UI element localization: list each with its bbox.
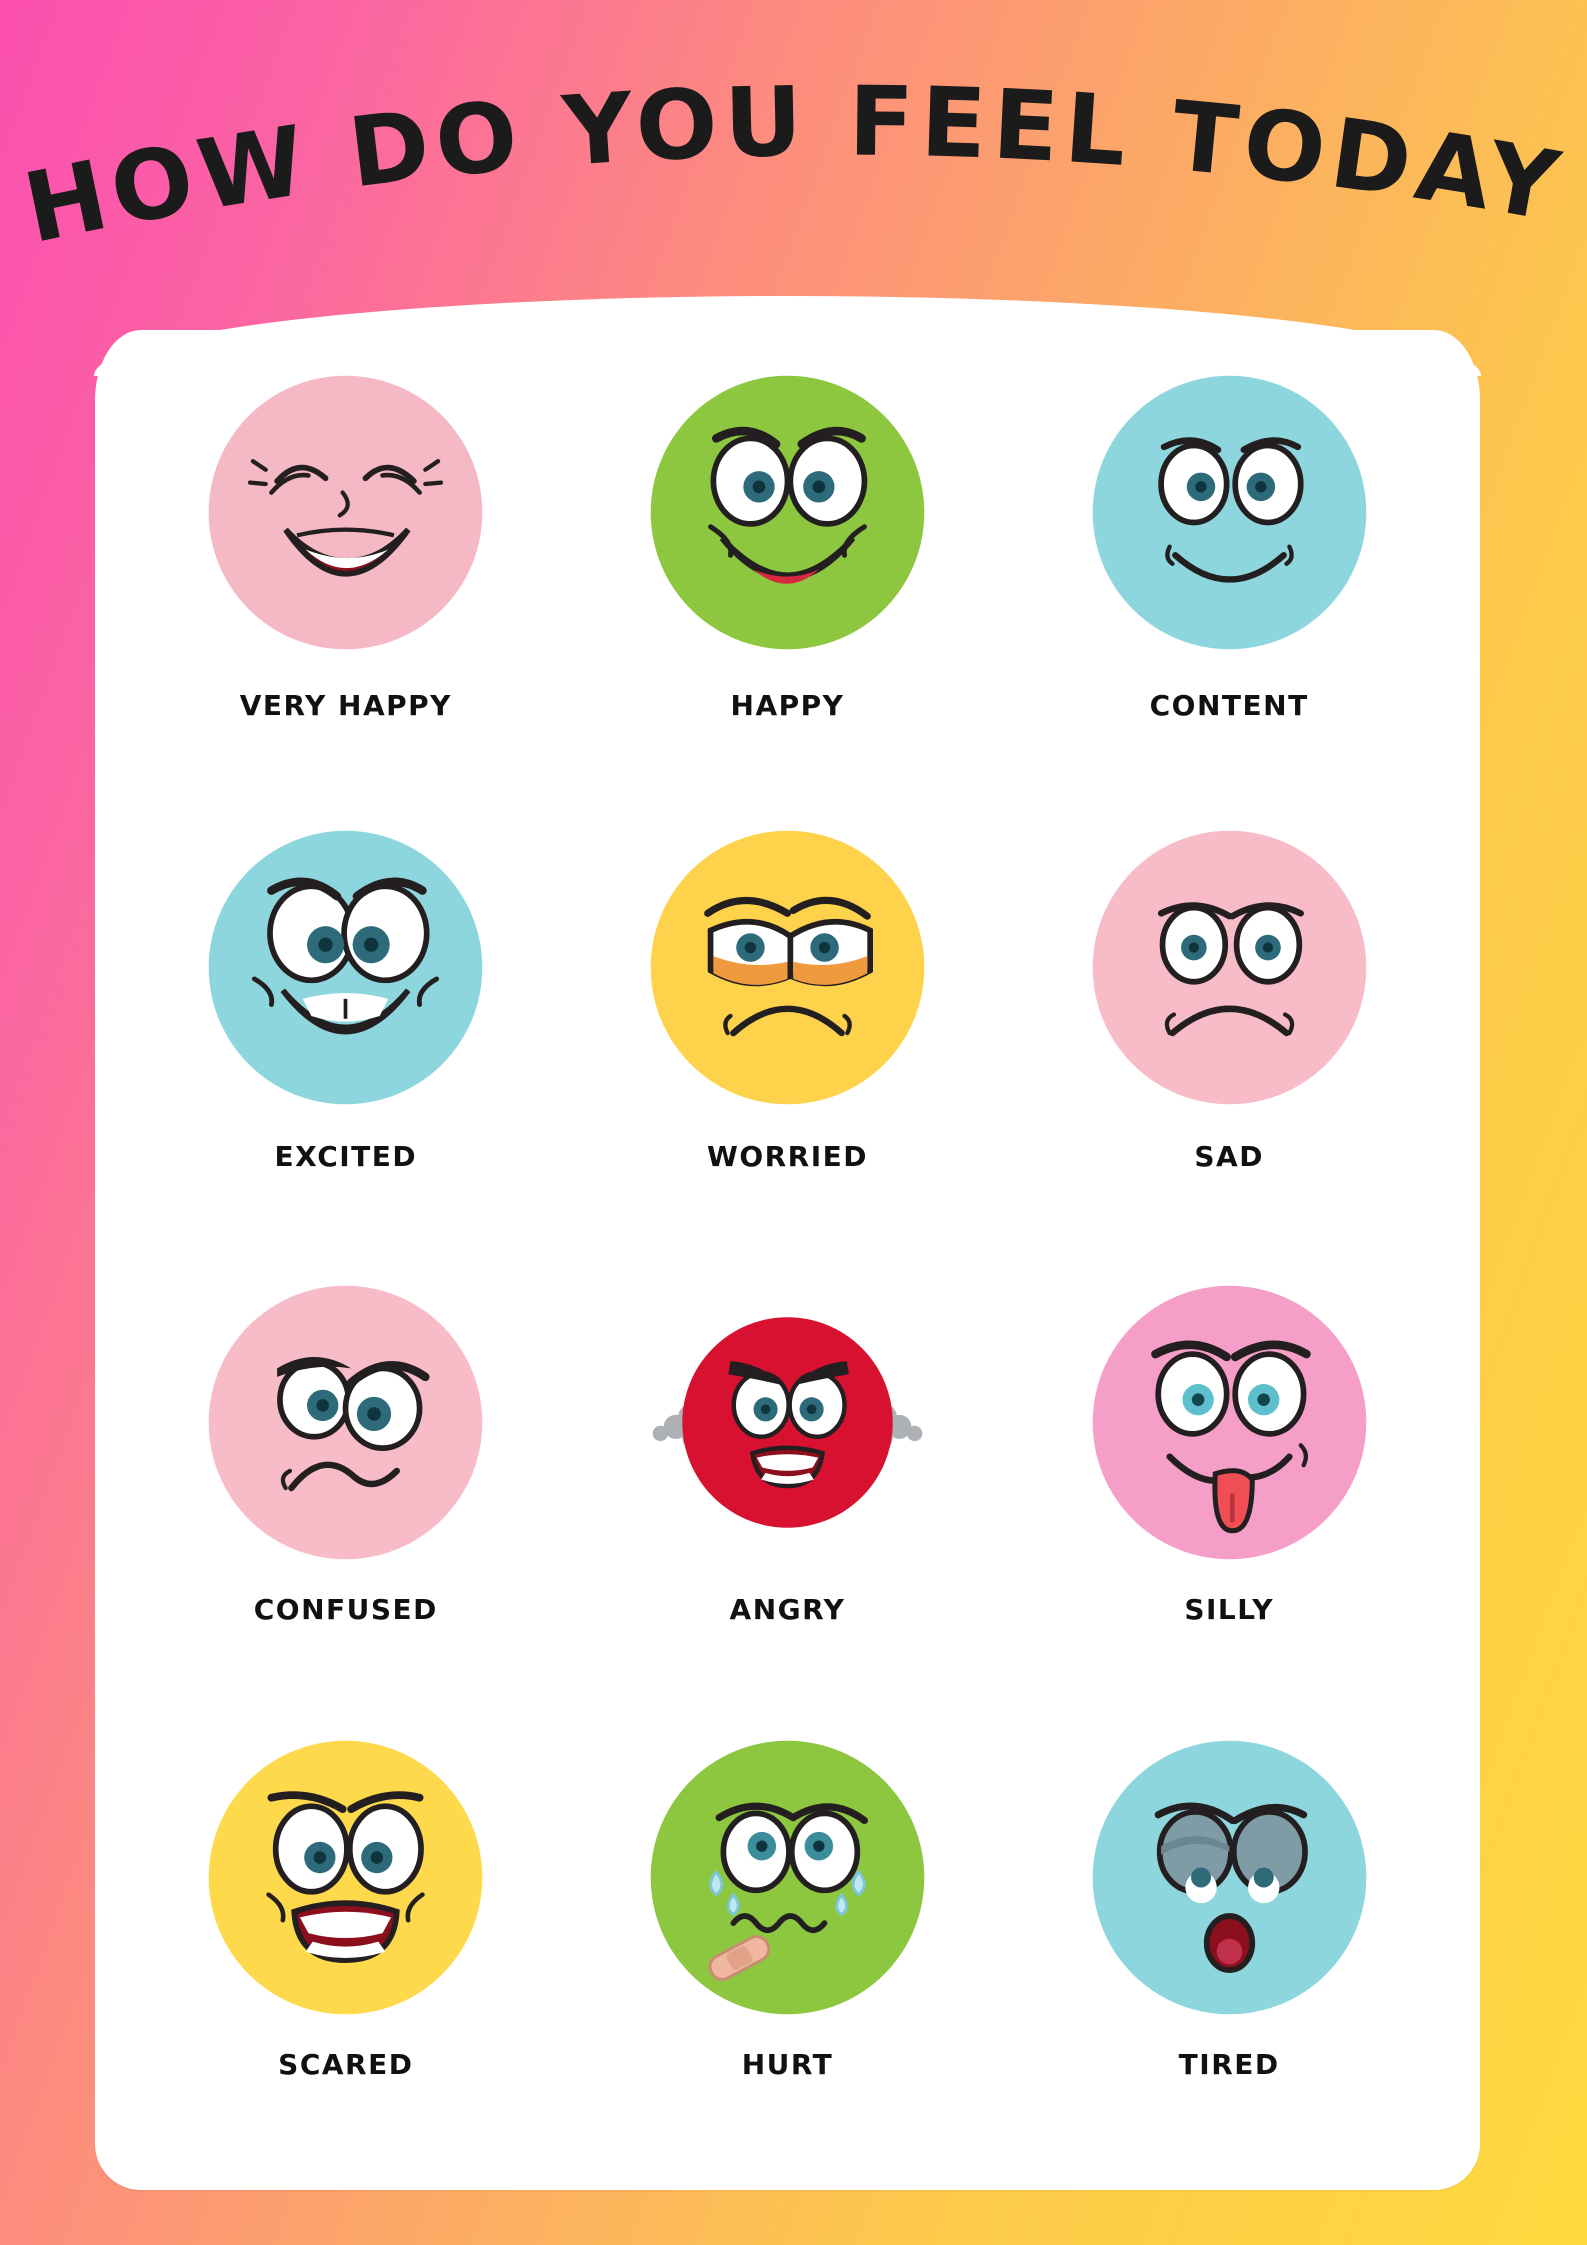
emotion-item-excited[interactable] [125, 803, 567, 1258]
emotion-item-happy[interactable] [567, 348, 1009, 803]
emotion-item-very-happy[interactable] [125, 348, 567, 803]
emotion-label: CONFUSED [253, 1593, 438, 1626]
face-sad-icon [1087, 825, 1372, 1110]
face-confused-icon [203, 1280, 488, 1565]
emotion-label: CONTENT [1149, 689, 1309, 722]
emotion-label: SAD [1194, 1140, 1264, 1173]
emotion-label: SCARED [278, 2048, 414, 2081]
emotion-label: ANGRY [729, 1593, 846, 1626]
emotion-item-scared[interactable] [125, 1713, 567, 2168]
face-happy-icon [645, 370, 930, 655]
face-worried-icon [645, 825, 930, 1110]
face-silly-icon [1087, 1280, 1372, 1565]
emotion-item-confused[interactable] [125, 1258, 567, 1713]
emotion-item-silly[interactable] [1008, 1258, 1450, 1713]
page-title-text: HOW DO YOU FEEL TODAY [15, 65, 1573, 266]
emotion-item-hurt[interactable] [567, 1713, 1009, 2168]
face-tired-icon [1087, 1735, 1372, 2020]
page-title [0, 65, 1587, 295]
emotion-label: SILLY [1184, 1593, 1274, 1626]
emotion-label: HAPPY [730, 689, 845, 722]
emotion-item-content[interactable] [1008, 348, 1450, 803]
face-content-icon [1087, 370, 1372, 655]
emotion-grid [95, 348, 1480, 2168]
emotion-chart-card [95, 330, 1480, 2190]
face-very-happy-icon [203, 370, 488, 655]
emotion-item-worried[interactable] [567, 803, 1009, 1258]
face-excited-icon [203, 825, 488, 1110]
emotion-item-angry[interactable] [567, 1258, 1009, 1713]
emotion-label: TIRED [1178, 2048, 1280, 2081]
emotion-label: EXCITED [274, 1140, 418, 1173]
face-hurt-icon [645, 1735, 930, 2020]
emotion-label: VERY HAPPY [239, 689, 452, 722]
face-scared-icon [203, 1735, 488, 2020]
emotion-item-tired[interactable] [1008, 1713, 1450, 2168]
emotion-label: HURT [741, 2048, 834, 2081]
face-angry-icon [645, 1280, 930, 1565]
emotion-item-sad[interactable] [1008, 803, 1450, 1258]
emotion-label: WORRIED [706, 1140, 869, 1173]
